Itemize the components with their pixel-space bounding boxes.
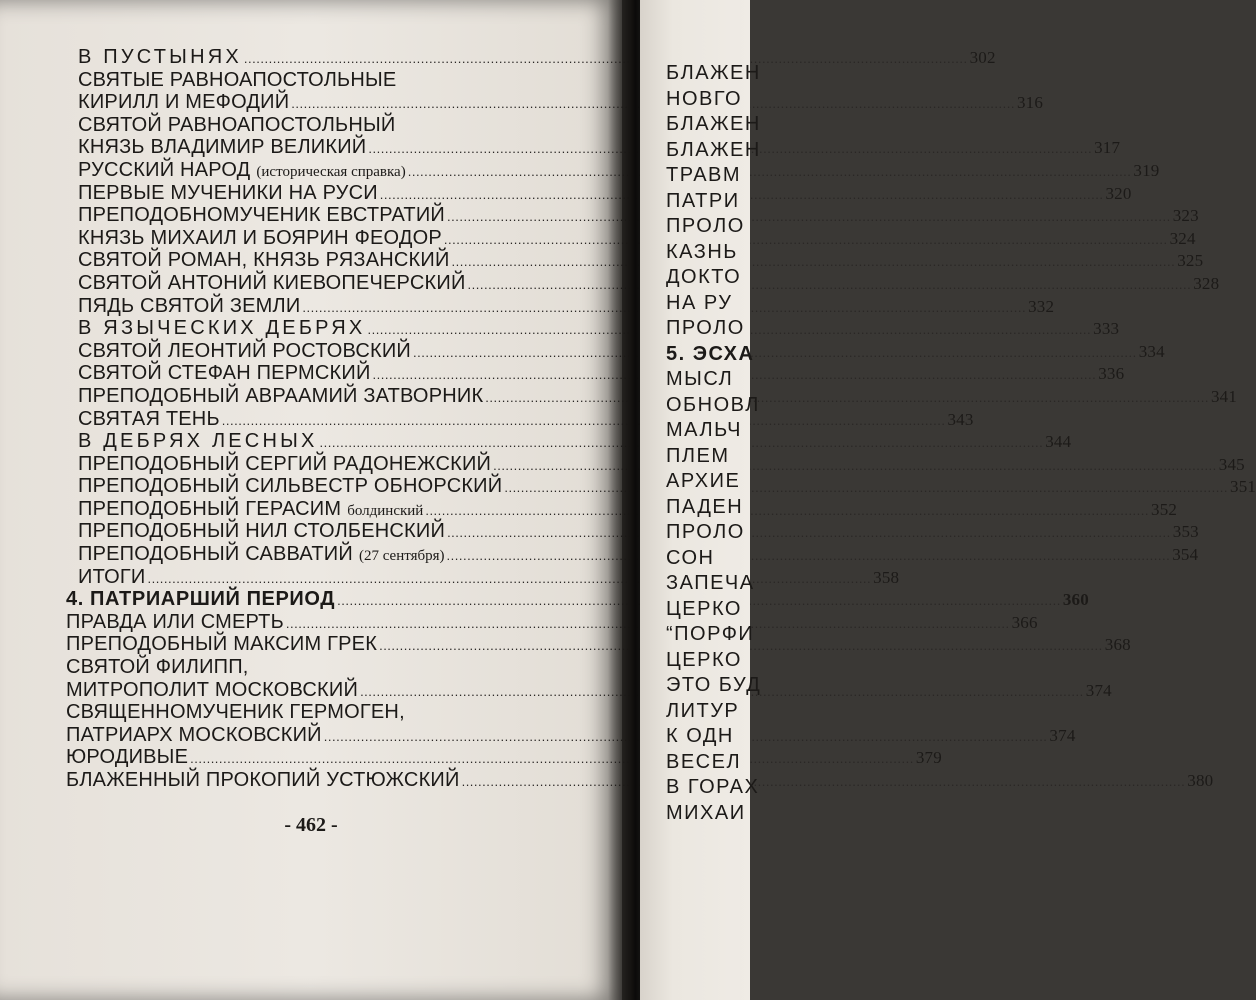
toc-entry-title: 4. ПАТРИАРШИЙ ПЕРИОД [66,588,336,611]
right-page-line: ТРАВМ [666,164,742,186]
toc-entry-title: ЮРОДИВЫЕ [66,746,189,769]
right-page-line: В ГОРАХ [666,776,760,798]
toc-entry-title: СВЯТЫЕ РАВНОАПОСТОЛЬНЫЕ [78,68,397,91]
toc-dot-leader [447,522,1171,545]
toc-dot-leader [425,500,1149,523]
right-page-line: 5. ЭСХА [666,342,755,365]
toc-entry-title: СВЯТОЙ ЛЕОНТИЙ РОСТОВСКИЙ [78,339,411,362]
right-page-line: БЛАЖЕН [666,62,761,84]
toc-page-number: 379 [915,748,942,768]
toc-page-number: 360 [1062,590,1089,610]
toc-entry [66,114,590,137]
right-page [640,0,762,1000]
toc-page-number: 368 [1104,635,1131,655]
right-page-line: ДОКТО [666,266,742,288]
toc-entry-title: В ПУСТЫНЯХ [78,46,242,68]
toc-entry-note: (27 сентября) [358,548,445,565]
toc-page-number: 358 [873,567,900,587]
toc-page-number: 354 [1172,545,1199,565]
toc-dot-leader [493,455,1217,478]
toc-entry-title: СВЯТОЙ РАВНОАПОСТОЛЬНЫЙ [78,113,396,136]
page-number: - 462 - [284,814,338,836]
toc-entry-note: (историческая справка) [256,163,406,180]
toc-entry [66,69,590,92]
toc-entry-title: ПРЕПОДОБНОМУЧЕНИК ЕВСТРАТИЙ [78,204,445,227]
toc-page-number: 345 [1218,454,1245,474]
toc-entry-title: МИТРОПОЛИТ МОСКОВСКИЙ [66,678,359,701]
toc-entry-title: РУССКИЙ НАРОД [78,158,251,181]
right-page-line: ОБНОВЛ [666,393,760,416]
toc-entry-title: В ДЕБРЯХ ЛЕСНЫХ [78,430,318,453]
toc-dot-leader [444,229,1168,252]
right-page-line: КАЗНЬ [666,240,738,263]
right-page-line: ЭТО БУД [666,674,762,696]
toc-entry-title: ПРЕПОДОБНЫЙ НИЛ СТОЛБЕНСКИЙ [78,520,446,543]
toc-entry-title: СВЯТОЙ СТЕФАН ПЕРМСКИЙ [78,362,371,385]
toc-entry-title: ПАТРИАРХ МОСКОВСКИЙ [66,723,322,746]
toc-entry-title: ИТОГИ [78,565,146,588]
toc-dot-leader [147,568,871,591]
toc-entry-title: ПРАВДА ИЛИ СМЕРТЬ [66,610,284,633]
toc-dot-leader [222,410,946,433]
right-page-line: НА РУ [666,291,733,314]
toc-entry-title: КИРИЛЛ И МЕФОДИЙ [78,91,290,114]
right-page-line: БЛАЖЕН [666,113,761,135]
toc-entry-title: ПРЕПОДОБНЫЙ САВВАТИЙ [78,543,353,566]
right-page-line: БЛАЖЕН [666,138,761,161]
right-page-line: ПЛЕМ [666,444,730,467]
toc-entry-title: СВЯЩЕННОМУЧЕНИК ГЕРМОГЕН, [66,701,405,724]
toc-page-number: 302 [969,48,996,67]
toc-dot-leader [190,748,914,771]
toc-entry-title: КНЯЗЬ ВЛАДИМИР ВЕЛИКИЙ [78,136,367,159]
toc-entry-title: ПРЕПОДОБНЫЙ АВРААМИЙ ЗАТВОРНИК [78,384,484,407]
toc-dot-leader [468,274,1192,297]
right-page-line: ПАТРИ [666,189,740,212]
toc-page-number: 323 [1172,206,1199,226]
toc-page-number: 334 [1138,341,1165,361]
right-page-line: ПРОЛО [666,215,745,237]
toc-dot-leader [462,771,1186,794]
toc-page-number: 374 [1085,680,1112,700]
toc-page-number: 366 [1011,612,1038,632]
right-page-line: К ОДН [666,725,734,747]
toc-entry [66,701,590,724]
right-page-line: ПРОЛО [666,317,745,339]
toc-page-number: 344 [1045,432,1072,452]
toc-dot-leader [447,206,1171,229]
toc-page-number: 343 [947,409,974,429]
toc-entry-title: ПРЕПОДОБНЫЙ СЕРГИЙ РАДОНЕЖСКИЙ [78,452,492,475]
toc-dot-leader [244,48,968,71]
toc-page-number: 351 [1230,477,1256,497]
toc-entry-title: СВЯТОЙ ФИЛИПП, [66,656,249,679]
right-page-line: “ПОРФИ [666,623,755,645]
toc-page-number: 333 [1093,319,1120,339]
toc-entry-title: ПЕРВЫЕ МУЧЕНИКИ НА РУСИ [78,181,378,204]
right-page-line: НОВГО [666,87,743,110]
toc-page-number: 374 [1049,725,1076,745]
right-page-line: АРХИЕ [666,470,741,492]
toc-page-number: 353 [1172,522,1199,542]
toc-entry-title: СВЯТОЙ АНТОНИЙ КИЕВОПЕЧЕРСКИЙ [78,271,466,294]
toc-page-number: 316 [1016,93,1044,113]
toc-dot-leader [408,161,1132,184]
toc-entry-title: СВЯТАЯ ТЕНЬ [78,407,220,430]
toc-page-number: 332 [1028,296,1055,316]
toc-entry-title: КНЯЗЬ МИХАИЛ И БОЯРИН ФЕОДОР [78,226,442,249]
toc-dot-leader [485,387,1209,410]
toc-page-number: 324 [1169,228,1196,248]
toc-page-number: 352 [1151,499,1178,519]
toc-entry-note: болдинский [347,502,424,519]
toc-entry-title: ПРЕПОДОБНЫЙ СИЛЬВЕСТР ОБНОРСКИЙ [78,475,503,498]
toc-entry-title: В ЯЗЫЧЕСКИХ ДЕБРЯХ [78,317,366,340]
right-page-line: ВЕСЕЛ [666,750,742,773]
toc-page-number: 325 [1177,251,1204,271]
toc-entry [66,656,590,679]
right-page-line: МИХАИ [666,801,746,824]
right-page-line: СОН [666,546,715,569]
toc-entry-title: ПЯДЬ СВЯТОЙ ЗЕМЛИ [78,294,301,317]
toc-entry-title: СВЯТОЙ РОМАН, КНЯЗЬ РЯЗАНСКИЙ [78,249,450,272]
toc-entry [66,46,996,69]
toc-page-number: 320 [1105,183,1132,203]
right-page-line: ЦЕРКО [666,648,742,671]
toc-entry-title: БЛАЖЕННЫЙ ПРОКОПИЙ УСТЮЖСКИЙ [66,769,460,791]
toc-page-number: 317 [1094,138,1121,158]
toc-dot-leader [413,342,1137,365]
right-page-line: ПРОЛО [666,521,745,543]
right-page-line: ЦЕРКО [666,597,742,620]
toc-page-number: 328 [1193,273,1220,293]
toc-dot-leader [447,545,1171,568]
toc-dot-leader [452,251,1176,274]
right-page-line: ПАДЕН [666,495,744,518]
toc-page-number: 341 [1210,386,1238,406]
toc-page-number: 319 [1133,160,1160,180]
toc-entry-title: ПРЕПОДОБНЫЙ МАКСИМ ГРЕК [66,633,378,656]
toc-page-number: 380 [1187,771,1214,790]
right-page-line: МЫСЛ [666,368,734,390]
right-page-line: ЛИТУР [666,699,740,722]
toc-entry-title: ПРЕПОДОБНЫЙ ГЕРАСИМ [78,497,342,520]
right-page-line: МАЛЬЧ [666,419,742,441]
right-page-line: ЗАПЕЧА [666,572,755,594]
toc-page-number: 336 [1098,364,1125,384]
